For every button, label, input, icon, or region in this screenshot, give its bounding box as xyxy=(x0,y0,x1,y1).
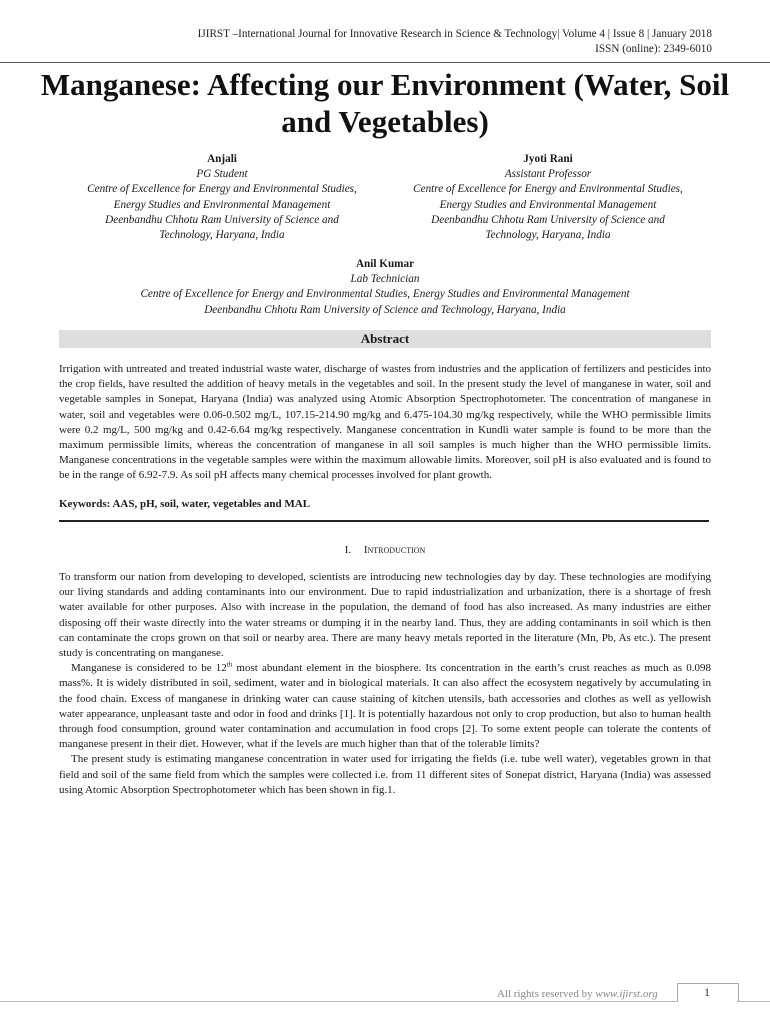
author-affiliation: Energy Studies and Environmental Management xyxy=(113,198,331,211)
ordinal-superscript: th xyxy=(226,660,233,669)
author-affiliation: Deenbandhu Chhotu Ram University of Science and Technology, Haryana, India xyxy=(204,303,566,316)
section-heading-introduction xyxy=(59,543,711,558)
abstract-text: Irrigation with untreated and treated industrial waste water, discharge of wastes from industries and the application of fertilizers and pesticides into the crop fields, have resulted the addition of heavy metals in the vegetables and soil. In the present study the level of manganese in water, soil and vegetable samples in Sonepat, Haryana (India) was analyzed using Atomic Absorption Spectrophotometer. The concentration of manganese in water, soil and vegetables were 0.06-0.502 mg/L, 107.15-214.90 mg/kg and 6.475-104.30 mg/kg respectively, while the WHO permissible limits were 0.2 mg/L, 500 mg/kg and 0.42-6.64 mg/kg respectively. Manganese concentration in Kundli water sample is found to be more than the maximum permissible limits, whereas the concentration of manganese in all soil samples is much higher than the WHO permissible limits. Manganese concentrations in the vegetable samples were within the maximum allowable limits. Moreover, soil pH is also evaluated and is found to be in the range of 6.92-7.9. As soil pH affects many chemical processes involved for plant growth. xyxy=(59,363,711,482)
author-affiliation: Deenbandhu Chhotu Ram University of Science and xyxy=(105,213,339,226)
paragraph-2-start: Manganese is considered to be 12 xyxy=(71,662,227,675)
abstract-heading: Abstract xyxy=(59,330,711,348)
footer-rights xyxy=(497,988,658,1000)
paragraph-1: To transform our nation from developing to developed, scientists are introducing new technologies day by day. These technologies are modifying our living standards and adding contaminants into our environment. Due to rapid industrialization and urbanization, there is a shortage of fresh water available for other purposes. Also with increase in the population, the demand of food has also increased. As many industries are either disposing off their waste directly into the water streams or dumping it in the nearby land. Thus, they are adding contaminants in soil which is then can contaminate the crops grown on that soil or nearby area. There are many heavy metals reported in the literature (Mn, Pb, As etc.). The present study is concentrating on manganese. xyxy=(59,571,711,660)
author-name: Anil Kumar xyxy=(355,258,415,270)
author-affiliation: Deenbandhu Chhotu Ram University of Science and xyxy=(431,213,665,226)
author-block-anil-kumar xyxy=(60,257,710,318)
keywords: Keywords: AAS, pH, soil, water, vegetables and MAL xyxy=(59,498,311,510)
footer-site-link[interactable]: www.ijirst.org xyxy=(595,988,658,1000)
author-role: Assistant Professor xyxy=(504,168,592,181)
journal-header-line: IJIRST –International Journal for Innovative Research in Science & Technology| Volume 4 | Issue 8 | January 2018 xyxy=(197,28,712,40)
author-affiliation: Technology, Haryana, India xyxy=(485,229,611,242)
author-affiliation: Centre of Excellence for Energy and Environmental Studies, xyxy=(413,183,683,196)
author-role: PG Student xyxy=(196,168,248,181)
header-rule xyxy=(0,62,770,63)
author-name: Anjali xyxy=(207,153,237,165)
introduction-body xyxy=(59,570,711,798)
author-affiliation: Technology, Haryana, India xyxy=(159,229,285,242)
journal-header xyxy=(198,27,712,57)
section-number: I. xyxy=(344,544,352,556)
author-affiliation: Energy Studies and Environmental Management xyxy=(439,198,657,211)
author-block-jyoti-rani xyxy=(388,152,708,243)
footer-rights-text: All rights reserved by xyxy=(497,988,596,1000)
paragraph-3: The present study is estimating manganese concentration in water used for irrigating the fields (i.e. tube well water), vegetables grown in that field and soil of the same field from which the samples were collected i.e. from 11 different sites of Sonepat district, Haryana (India) was assessed using Atomic Absorption Spectrophotometer which has been shown in fig.1. xyxy=(59,753,711,796)
page-number: 1 xyxy=(704,985,710,999)
author-block-anjali xyxy=(62,152,382,243)
keywords-rule xyxy=(59,520,709,522)
paragraph-2 xyxy=(59,661,711,752)
author-role: Lab Technician xyxy=(350,273,420,286)
author-affiliation: Centre of Excellence for Energy and Environmental Studies, Energy Studies and Environmental Management xyxy=(140,288,630,301)
footer-rule xyxy=(737,1001,770,1002)
paragraph-2-rest: most abundant element in the biosphere. Its concentration in the earth’s crust reaches as much as 0.098 mass%. It is widely distributed in soil, sediment, water and in biological materials. It can also affect the ecosystem negatively by accumulating in the food chain. Excess of manganese in drinking water can cause staining of kitchen utensils, bath accessories and clothes as well as yellowish water appearance, unpleasant taste and odor in food and drinks [1]. It is potentially hazardous not only to crop production, but also to human health through food consumption, ground water contamination and accumulation in food crops [2]. To some extent people can tolerate the contents of manganese present in their diet. However, what if the levels are much higher than that of the tolerable limits? xyxy=(59,662,711,751)
footer-rule xyxy=(0,1001,677,1002)
issn-line: ISSN (online): 2349-6010 xyxy=(595,43,712,55)
section-title: Introduction xyxy=(363,544,426,556)
author-affiliation: Centre of Excellence for Energy and Environmental Studies, xyxy=(87,183,357,196)
paper-title: Manganese: Affecting our Environment (Water, Soil and Vegetables) xyxy=(40,67,730,139)
author-name: Jyoti Rani xyxy=(523,153,573,165)
